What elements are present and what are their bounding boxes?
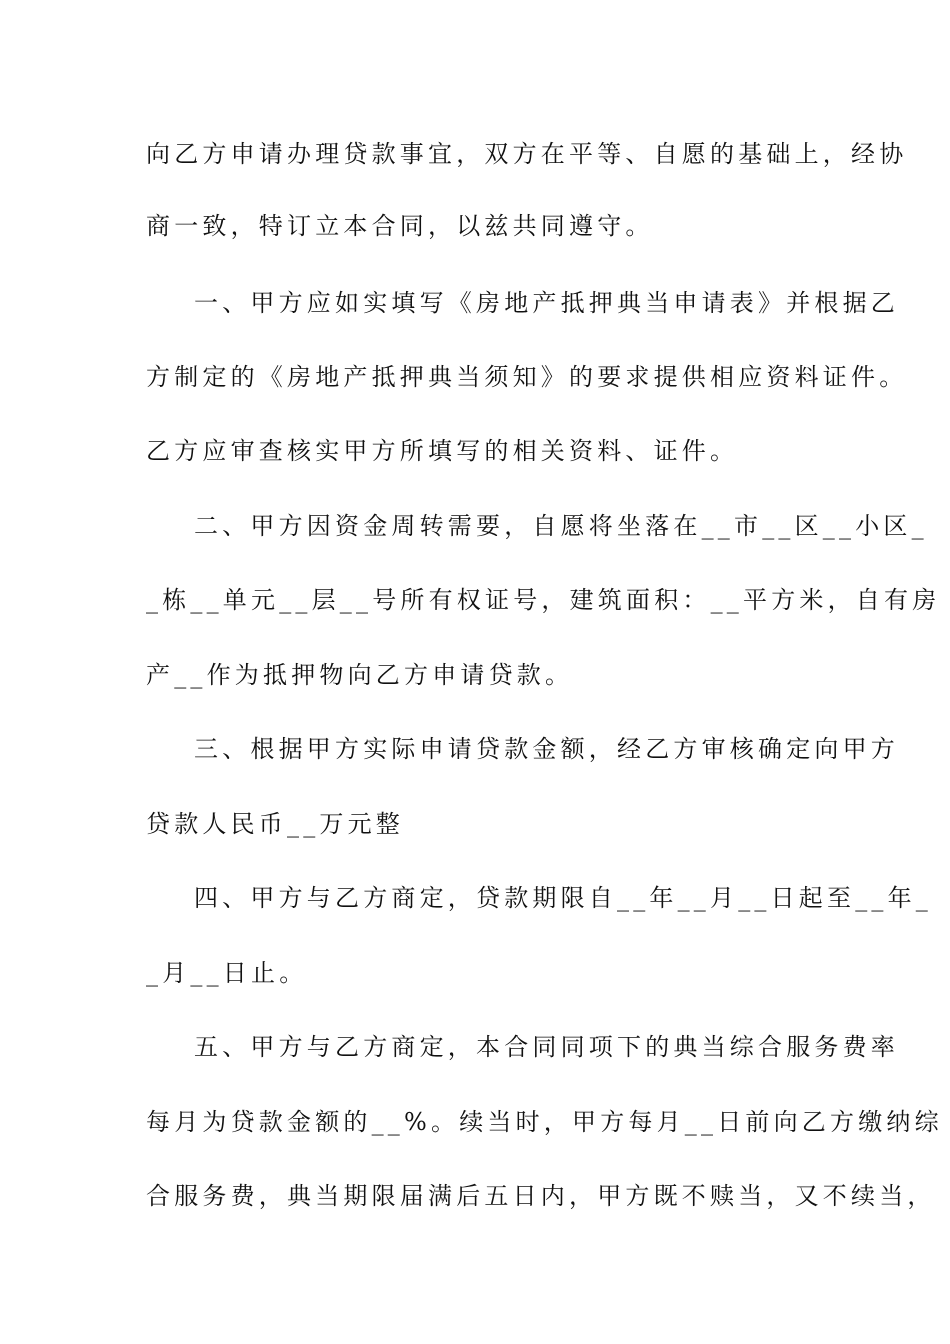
text-line: 向乙方申请办理贷款事宜，双方在平等、自愿的基础上，经协 [146, 140, 908, 168]
text-line: 商一致，特订立本合同，以兹共同遵守。 [146, 212, 654, 240]
clause-2-line: 二、甲方因资金周转需要，自愿将坐落在__市__区__小区_ [194, 512, 928, 540]
text-line: 产__作为抵押物向乙方申请贷款。 [146, 661, 574, 689]
text-line: _月__日止。 [146, 959, 308, 987]
clause-1-line: 一、甲方应如实填写《房地产抵押典当申请表》并根据乙 [194, 289, 899, 317]
text-line: 每月为贷款金额的__%。续当时，甲方每月__日前向乙方缴纳综 [146, 1108, 943, 1136]
clause-3-line: 三、根据甲方实际申请贷款金额，经乙方审核确定向甲方 [194, 735, 899, 763]
text-line: 贷款人民币__万元整 [146, 810, 404, 838]
text-line: 方制定的《房地产抵押典当须知》的要求提供相应资料证件。 [146, 363, 908, 391]
text-line: 乙方应审查核实甲方所填写的相关资料、证件。 [146, 437, 739, 465]
clause-4-line: 四、甲方与乙方商定，贷款期限自__年__月__日起至__年_ [194, 884, 932, 912]
clause-5-line: 五、甲方与乙方商定，本合同同项下的典当综合服务费率 [194, 1033, 899, 1061]
text-line: _栋__单元__层__号所有权证号，建筑面积：__平方米，自有房 [146, 586, 941, 614]
text-line: 合服务费，典当期限届满后五日内，甲方既不赎当，又不续当， [146, 1182, 936, 1210]
